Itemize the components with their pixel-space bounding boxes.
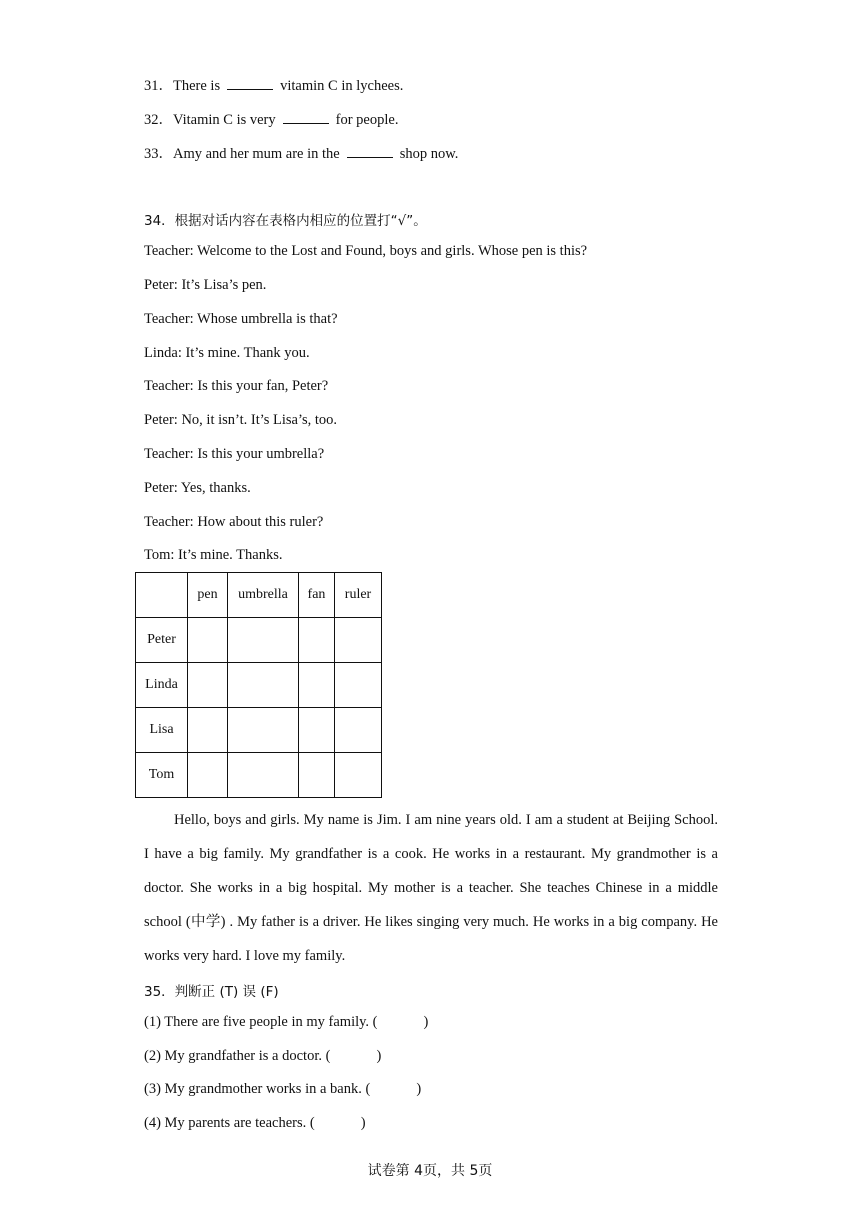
check-cell[interactable] bbox=[335, 708, 382, 753]
dialogue-line: Peter: It’s Lisa’s pen. bbox=[144, 277, 267, 293]
judgement-item bbox=[144, 1048, 381, 1065]
table-header-row bbox=[136, 573, 382, 618]
table-row bbox=[136, 663, 382, 708]
question-number: 32． bbox=[144, 112, 173, 128]
check-cell[interactable] bbox=[188, 753, 228, 798]
question-number: 31． bbox=[144, 78, 173, 94]
check-cell[interactable] bbox=[299, 708, 335, 753]
table-row bbox=[136, 618, 382, 663]
judgement-text: (4) My parents are teachers. ( bbox=[144, 1115, 315, 1131]
question-32 bbox=[144, 108, 398, 129]
paren-close: ) bbox=[416, 1081, 422, 1097]
dialogue-line: Teacher: Is this your fan, Peter? bbox=[144, 378, 329, 394]
check-cell[interactable] bbox=[188, 663, 228, 708]
paren-close: ) bbox=[360, 1115, 366, 1131]
check-cell[interactable] bbox=[228, 663, 299, 708]
judgement-text: (2) My grandfather is a doctor. ( bbox=[144, 1048, 331, 1064]
check-cell[interactable] bbox=[335, 663, 382, 708]
answer-blank[interactable] bbox=[283, 111, 329, 124]
question-text: Vitamin C is very bbox=[173, 112, 276, 128]
question-text: There is bbox=[173, 78, 221, 94]
judgement-text: (3) My grandmother works in a bank. ( bbox=[144, 1081, 371, 1097]
dialogue-line: Teacher: How about this ruler? bbox=[144, 514, 324, 530]
row-label: Tom bbox=[136, 753, 188, 798]
paren-close: ) bbox=[376, 1048, 382, 1064]
question-text: shop now. bbox=[399, 146, 459, 162]
question-text: for people. bbox=[335, 112, 399, 128]
dialogue-line: Tom: It’s mine. Thanks. bbox=[144, 547, 283, 563]
check-cell[interactable] bbox=[188, 618, 228, 663]
check-cell[interactable] bbox=[335, 618, 382, 663]
check-cell[interactable] bbox=[228, 753, 299, 798]
question-31 bbox=[144, 74, 403, 95]
reading-passage: Hello, boys and girls. My name is Jim. I am nine years old. I am a student at Beijing School. I have a big family. My grandfather is a cook. He works in a restaurant. My grandmother is a doctor. She works in a big hospital. My mother is a teacher. She teaches Chinese in a middle school (中学) . My father is a driver. He likes singing very much. He works in a big company. He works very hard. I love my family. bbox=[144, 812, 718, 964]
answer-table bbox=[135, 572, 382, 798]
question-34-title: 34．根据对话内容在表格内相应的位置打“√”。 bbox=[144, 213, 427, 229]
page-footer: 试卷第 4页，共 5页 bbox=[367, 1163, 493, 1179]
check-cell[interactable] bbox=[299, 663, 335, 708]
table-header-cell: fan bbox=[299, 573, 335, 618]
judgement-item bbox=[144, 1014, 428, 1031]
row-label: Lisa bbox=[136, 708, 188, 753]
dialogue-line: Linda: It’s mine. Thank you. bbox=[144, 345, 310, 361]
dialogue-line: Teacher: Whose umbrella is that? bbox=[144, 311, 338, 327]
check-cell[interactable] bbox=[188, 708, 228, 753]
dialogue-line: Teacher: Is this your umbrella? bbox=[144, 446, 325, 462]
row-label: Peter bbox=[136, 618, 188, 663]
answer-blank[interactable] bbox=[227, 77, 273, 90]
table-header-cell: umbrella bbox=[228, 573, 299, 618]
check-cell[interactable] bbox=[299, 618, 335, 663]
judgement-item bbox=[144, 1081, 421, 1098]
judgement-item bbox=[144, 1115, 366, 1132]
dialogue-line: Peter: Yes, thanks. bbox=[144, 480, 251, 496]
judgement-text: (1) There are five people in my family. ( bbox=[144, 1014, 378, 1030]
answer-blank[interactable] bbox=[347, 145, 393, 158]
question-35-title: 35．判断正 (T) 误 (F) bbox=[144, 984, 279, 1000]
paren-close: ) bbox=[423, 1014, 429, 1030]
check-cell[interactable] bbox=[335, 753, 382, 798]
question-number: 33． bbox=[144, 146, 173, 162]
table-header-cell bbox=[136, 573, 188, 618]
row-label: Linda bbox=[136, 663, 188, 708]
dialogue-line: Peter: No, it isn’t. It’s Lisa’s, too. bbox=[144, 412, 338, 428]
dialogue-line: Teacher: Welcome to the Lost and Found, boys and girls. Whose pen is this? bbox=[144, 243, 588, 259]
question-text: vitamin C in lychees. bbox=[280, 78, 404, 94]
table-header-cell: pen bbox=[188, 573, 228, 618]
table-row bbox=[136, 753, 382, 798]
check-cell[interactable] bbox=[228, 708, 299, 753]
table-row bbox=[136, 708, 382, 753]
check-cell[interactable] bbox=[228, 618, 299, 663]
question-text: Amy and her mum are in the bbox=[173, 146, 340, 162]
table-header-cell: ruler bbox=[335, 573, 382, 618]
question-33 bbox=[144, 142, 458, 163]
check-cell[interactable] bbox=[299, 753, 335, 798]
